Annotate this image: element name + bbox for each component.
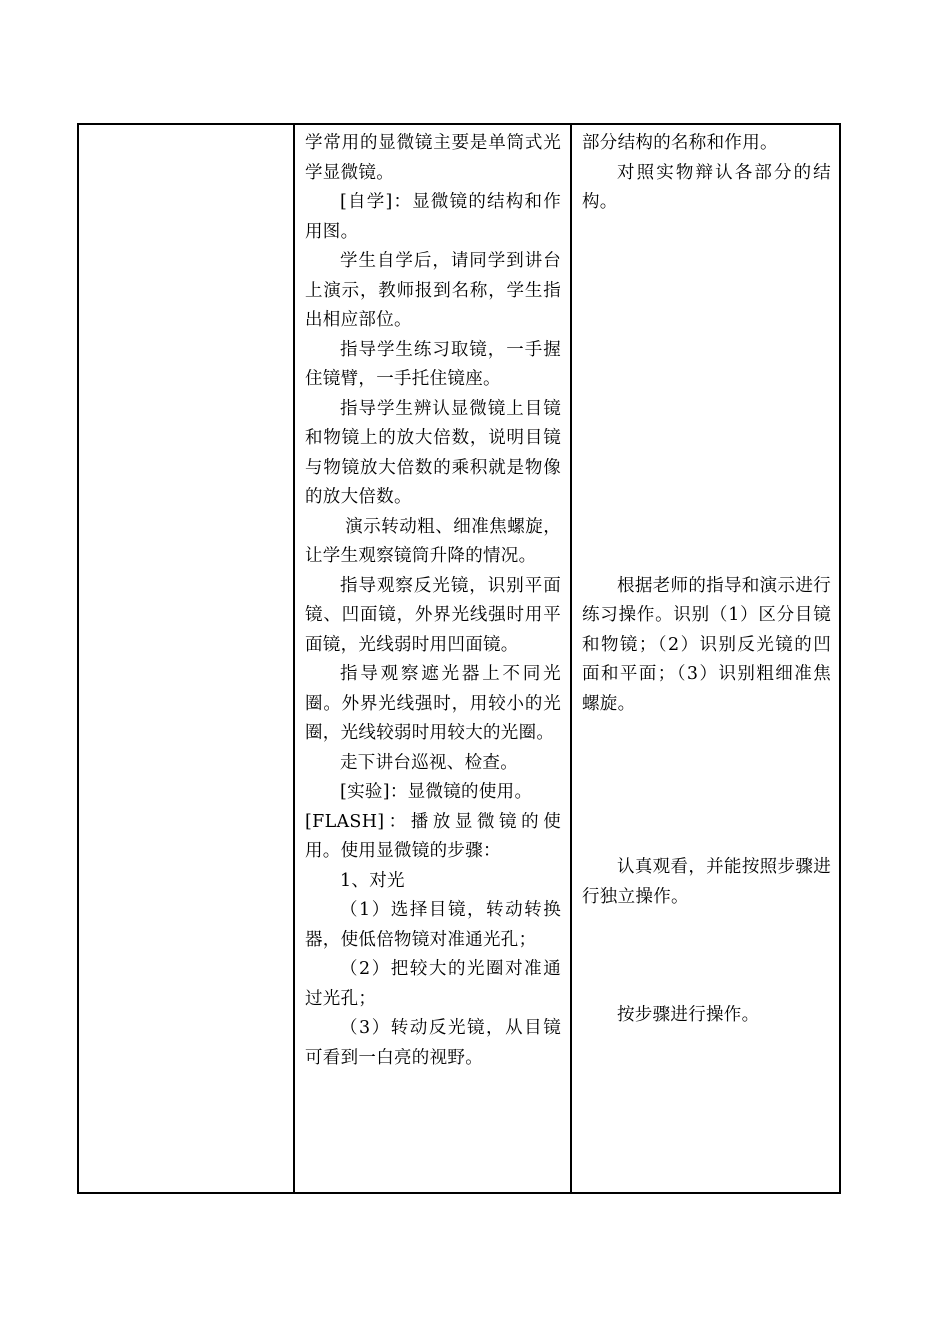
teacher-activity-column [295, 125, 572, 1192]
teacher-paragraph: 指导观察遮光器上不同光圈。外界光线强时，用较小的光圈，光线较弱时用较大的光圈。 [305, 664, 561, 743]
teacher-paragraph: 学生自学后，请同学到讲台上演示，教师报到名称，学生指出相应部位。 [305, 251, 561, 330]
column-spacer [582, 719, 831, 853]
teacher-paragraph: [FLASH]：播放显微镜的使用。使用显微镜的步骤： [305, 811, 561, 861]
teacher-paragraph: （1）选择目镜，转动转换器，使低倍物镜对准通光孔； [305, 900, 561, 950]
lesson-table [77, 123, 841, 1194]
student-activity-column [572, 125, 839, 1192]
student-paragraph: 对照实物辩认各部分的结构。 [582, 162, 831, 212]
teacher-paragraph: [自学]：显微镜的结构和作用图。 [305, 192, 561, 242]
column-spacer [582, 912, 831, 1001]
student-paragraph: 部分结构的名称和作用。 [582, 133, 778, 153]
teacher-paragraph: 演示转动粗、细准焦螺旋，让学生观察镜筒升降的情况。 [305, 516, 561, 566]
student-paragraph: 根据老师的指导和演示进行练习操作。识别（1）区分目镜和物镜；（2）识别反光镜的凹面和平面；（3）识别粗细准焦螺旋。 [582, 575, 831, 714]
teacher-paragraph: [实验]：显微镜的使用。 [340, 782, 533, 802]
teacher-paragraph: 指导学生练习取镜，一手握住镜臂，一手托住镜座。 [305, 339, 561, 389]
teacher-paragraph: （2）把较大的光圈对准通过光孔； [305, 959, 561, 1009]
student-paragraph: 认真观看，并能按照步骤进行独立操作。 [582, 857, 831, 907]
teacher-paragraph: 1、对光 [340, 870, 405, 891]
teacher-paragraph: 走下讲台巡视、检查。 [340, 752, 518, 773]
column-spacer [582, 218, 831, 572]
teacher-paragraph: 指导学生辨认显微镜上目镜和物镜上的放大倍数，说明目镜与物镜放大倍数的乘积就是物像的放大倍数。 [305, 398, 561, 507]
student-paragraph: 按步骤进行操作。 [617, 1005, 760, 1025]
empty-column [79, 125, 295, 1192]
teacher-paragraph: （3）转动反光镜，从目镜可看到一白亮的视野。 [305, 1018, 561, 1068]
teacher-paragraph: 学常用的显微镜主要是单筒式光学显微镜。 [305, 133, 561, 183]
teacher-paragraph: 指导观察反光镜，识别平面镜、凹面镜，外界光线强时用平面镜，光线弱时用凹面镜。 [305, 575, 561, 655]
